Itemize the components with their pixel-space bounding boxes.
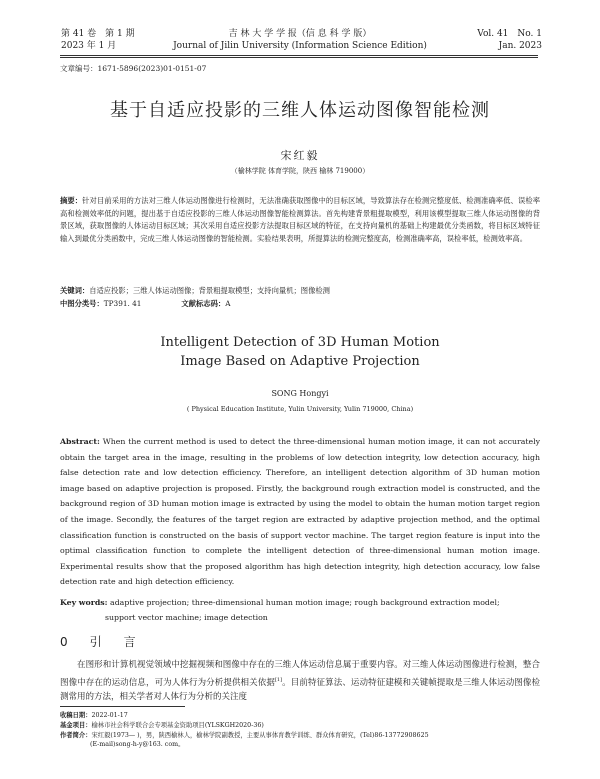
keywords-en-label: Key words:	[60, 598, 108, 607]
fund-text: 榆林市社会科学联合会专项基金资助项目(YLSKGH2020-36)	[91, 721, 264, 729]
title-en-line1: Intelligent Detection of 3D Human Motion	[160, 335, 440, 350]
classification	[60, 298, 540, 310]
header-vol-en	[477, 28, 542, 52]
received-date: 2022-01-17	[91, 712, 128, 719]
body-text-cont: 。目前特征算法、运动特征建模和关键帧提取是三维人体运动图像检测常用的方法，相关学者对人体行为分析的关注度	[60, 677, 540, 703]
body-paragraph	[60, 658, 540, 705]
journal-name-cn: 吉 林 大 学 学 报（信 息 科 学 版）	[228, 29, 372, 39]
keywords-en-line1: adaptive projection; three-dimensional human motion image; rough background extraction model;	[110, 598, 500, 607]
header-vol-no: Vol. 41 No. 1	[477, 29, 542, 39]
header-journal	[150, 28, 450, 52]
clc-label: 中图分类号：	[60, 299, 104, 308]
header-volume	[61, 28, 135, 52]
abstract-cn	[60, 195, 540, 245]
section-number: 0	[60, 635, 68, 649]
clc-value: TP391. 41	[103, 299, 142, 308]
received-label: 收稿日期：	[60, 712, 92, 719]
author-email: (E-mail)song-h-y@163. com。	[90, 741, 185, 749]
keywords-en	[60, 595, 540, 625]
affiliation-cn: （榆林学院 体育学院，陕西 榆林 719000）	[230, 167, 370, 175]
abstract-en-text: When the current method is used to detect the three-dimensional human motion image, it can not accurately obtain the target area in the image, resulting in the problems of low detection integrity, low detection accuracy, high false detection rate and low detection efficiency. Therefore, an intelligent detection algorithm of 3D human motion image based on adaptive projection is proposed. Firstly, the background rough extraction model is constructed, and the background region of 3D human motion image is extracted by using the model to obtain the human motion target region of the image. Secondly, the features of the target region are extracted by adaptive projection method, and the optimal classification function is constructed on the basis of support vector machine. The target region feature is input into the optimal classification function to complete the intelligent detection of three-dimensional human motion image. Experimental results show that the proposed algorithm has high detection integrity, high detection accuracy, low false detection rate and high detection efficiency.	[60, 437, 540, 587]
title-en-line2: Image Based on Adaptive Projection	[180, 354, 420, 369]
section-title-char2: 言	[123, 635, 136, 649]
section-title-char1: 引	[89, 635, 102, 649]
author-cn: 宋红毅	[280, 149, 320, 162]
citation-ref: [1]	[274, 676, 283, 683]
header-date-en: Jan. 2023	[498, 41, 542, 51]
header-volume-issue: 第 41 卷 第 1 期	[61, 29, 135, 39]
journal-name-en: Journal of Jilin University (Information Science Edition)	[173, 41, 427, 51]
footnote-rule	[60, 706, 185, 707]
body-text: 在图形和计算机视觉领域中挖掘视频和图像中存在的三维人体运动信息属于重要内容。对三维人体运动图像进行检测，整合图像中存在的运动信息，可为人体行为分析提供相关依据	[60, 660, 540, 688]
affiliation-en: ( Physical Education Institute, Yulin University, Yulin 719000, China)	[186, 405, 414, 413]
keywords-cn	[60, 285, 540, 297]
footnote	[60, 711, 550, 750]
keywords-cn-label: 关键词：	[60, 286, 90, 295]
section-heading	[60, 633, 136, 650]
abstract-cn-text: 针对目前采用的方法对三维人体运动图像进行检测时，无法准确获取图像中的目标区域，导致算法存在检测完整度低、检测准确率低、误检率高和检测效率低的问题，提出基于自适应投影的三维人体运动图像智能检测算法。首先构建背景粗提取模型，利用该模型提取三维人体运动图像的背景区域，获取图像的人体运动目标区域；其次采用自适应投影方法提取目标区域的特征，在支持向量机的基础上构建最优分类函数，将目标区域特征输入到最优分类函数中，完成三维人体运动图像的智能检测。实验结果表明，所提算法的检测完整度高，检测准确率高，误检率低，检测效率高。	[60, 196, 541, 243]
author-en: SONG Hongyi	[271, 389, 329, 398]
header-rule	[60, 55, 538, 56]
abstract-en	[60, 434, 540, 590]
header-date-cn: 2023 年 1 月	[61, 41, 117, 51]
header-rule-thin	[60, 57, 538, 58]
abstract-cn-label: 摘要：	[60, 196, 83, 205]
title-en	[0, 333, 600, 371]
doc-code-label: 文献标志码：	[181, 299, 226, 308]
abstract-en-label: Abstract:	[60, 437, 100, 446]
fund-label: 基金项目：	[60, 721, 92, 729]
title-cn: 基于自适应投影的三维人体运动图像智能检测	[110, 100, 490, 121]
article-number: 文章编号：1671-5896(2023)01-0151-07	[60, 64, 207, 73]
author-bio-text: 宋红毅(1973— )，男，陕西榆林人，榆林学院副教授，主要从事体育教学训练、群众体育研究，(Tel)86-13772908625	[91, 731, 429, 739]
keywords-en-line2: support vector machine; image detection	[105, 613, 268, 622]
keywords-cn-text: 自适应投影；三维人体运动图像；背景粗提取模型；支持向量机；图像检测	[89, 286, 330, 295]
author-bio-label: 作者简介：	[60, 731, 92, 739]
doc-code-value: A	[225, 299, 231, 308]
